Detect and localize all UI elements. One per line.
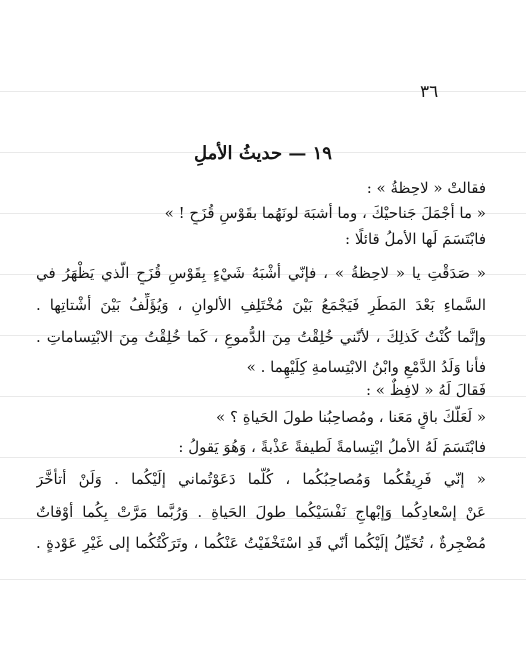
ruled-line [0,91,526,92]
text-line: « إنّي فَرِيقُكُما وَمُصاحِبُكُما ، كُلَّما دَعَوْتُماني إلَيْكُما . وَلَنْ أتأخَّرَ [36,470,486,488]
text-line: « لَعَلَّكَ باقٍ مَعَنا ، ومُصاحِبُنا طولَ الحَياةِ ؟ » [216,408,486,426]
text-line: « صَدَقْتِ يا « لاحِظةُ » ، فإنّي أشْبَهُ شَيْءٍ بِقَوْسِ قُزَحٍ الَّذي يَظْهَرُ في [36,264,486,282]
page-number: ٣٦ [420,82,439,102]
ruled-line [0,579,526,580]
text-line: فقالتْ « لاحِظةُ » : [366,179,486,197]
text-line: مُضْجِرةٌ ، تُخَيِّلُ إلَيْكُما أنّي قَدِ اسْتَخْفَيْتُ عَنْكُما ، وتَرَكْتُكُما إلى غَيْرِ عَوْدةٍ . [36,534,486,552]
text-line: عَنْ إسْعادِكُما وَإبْهاجِ نَفْسَيْكُما طولَ الحَياةِ . وَرُبَّما مَرَّتْ بِكُما أوْقاتٌ [36,503,486,521]
chapter-title: ١٩ — حديثُ الأملِ [194,143,332,164]
text-line: فابْتَسَمَ لَها الأملُ قائلًا : [345,230,486,248]
text-line: « ما أجْمَلَ جَناحيْكَ ، وما أشبَهَ لونَهُما بقَوْسِ قُزَحٍ ! » [164,204,486,222]
text-line: السَّماءِ بَعْدَ المَطَرِ فَيَجْمَعُ بَيْنَ مُخْتَلِفِ الألوانِ ، وَيُؤَلِّفُ بَيْنَ أشْتاتِها . [36,296,486,314]
text-line: فأنا وَلَدُ الدَّمْعِ وابْنُ الابْتِسامةِ كِلَيْهِما . » [246,358,486,376]
text-line: وإنَّما كُنْتُ كَذلِكَ ، لأنّني خُلِقْتُ مِنَ الدُّموعِ ، كَما خُلِقْتُ مِنَ الابْتِساماتِ . [36,328,486,346]
text-line: فَقالَ لَهُ « لافِظٌ » : [365,381,486,399]
text-line: فابْتَسَمَ لَهُ الأملُ ابْتِسامةً لَطيفةً عَذْبةً ، وَهُوَ يَقولُ : [178,438,486,456]
